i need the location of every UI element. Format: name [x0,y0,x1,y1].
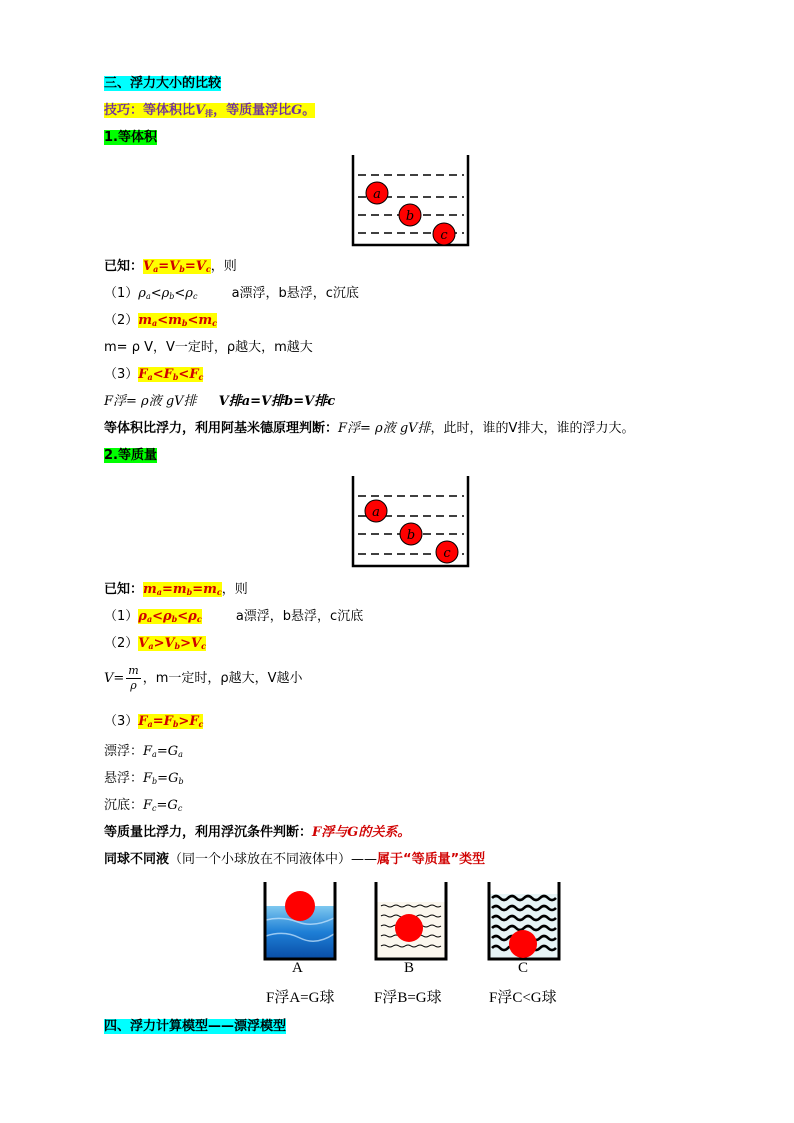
ball-b [400,523,422,545]
svg-text:c: c [440,228,448,243]
ball-c [436,541,458,563]
ball-a [365,500,387,522]
p2-cond3: $(3)F_a=F_b>F_c$ [104,714,204,729]
p2-known: 已知：$m_a=m_b=m_c$，则 [104,582,248,597]
p1-cond3: $(3)F_a<F_b<F_c$ [104,367,204,382]
part1-title: 1.等体积 [104,130,157,145]
beaker-B-label: B [404,960,415,976]
ball-a [366,182,388,204]
svg-text:a: a [372,505,380,520]
p1-cond2: $(2)m_a<m_b<m_c$ [104,313,218,328]
beaker-equal-volume [348,153,474,249]
svg-text:b: b [405,209,415,224]
p1-known: 已知：$V_a=V_b=V_c$，则 [104,259,237,274]
p2-sink: 沉底：$F_c=G_c$ [104,798,183,813]
p2-cond2: $(2)V_a>V_b>V_c$ [104,636,206,651]
p2-summary: 等质量比浮力，利用浮沉条件判断：F浮与G的关系。 [104,825,411,840]
same-ball-line: 同球不同液（同一个小球放在不同液体中）——属于“等质量”类型 [104,852,486,867]
svg-text:a: a [373,187,381,202]
ball-B [395,914,423,942]
beaker-C-caption: F浮C<G球 [489,990,557,1006]
ball-b [399,204,421,226]
beaker-B-caption: F浮B=G球 [374,990,442,1006]
beaker-A-label: A [292,960,303,976]
part2-title: 2.等质量 [104,448,157,463]
beaker-B [373,880,449,962]
section3-title: 三、浮力大小的比较 [104,76,222,91]
svg-text:b: b [406,528,416,543]
p2-cond1: $(1)\rho_a<\rho_b<\rho_c$ a漂浮，b悬浮，c沉底 [104,609,364,624]
p2-float: 漂浮：$F_a=G_a$ [104,744,183,759]
section4-title: 四、浮力计算模型——漂浮模型 [104,1019,287,1034]
beaker-equal-mass [348,474,474,570]
fraction: $\frac{m}{\rho}$ [128,664,139,692]
svg-text:c: c [443,546,451,561]
ball-A [285,891,315,921]
beaker-A-caption: F浮A=G球 [266,990,335,1006]
tip-line: 技巧：等体积比$V_排$，等质量浮比G。 [104,103,316,118]
ball-c [433,223,455,245]
p1-formula-f: F浮= ρ液 gV排 V排a=V排b=V排c [104,394,336,409]
ball-C [509,930,537,958]
p2-formula-v: V= $\frac{m}{\rho}$ ，m一定时，ρ越大，V越小 [104,664,303,692]
p1-cond1: $(1)\rho_a<\rho_b<\rho_c$ a漂浮，b悬浮，c沉底 [104,286,359,301]
beaker-A [262,880,338,962]
p2-suspend: 悬浮：$F_b=G_b$ [104,771,184,786]
beaker-C-label: C [518,960,529,976]
p1-formula-m: m= ρ V，V一定时，ρ越大，m越大 [104,340,313,355]
p1-summary: 等体积比浮力，利用阿基米德原理判断：F浮= ρ液 gV排，此时，谁的V排大，谁的浮力大。 [104,421,635,436]
beaker-C [486,880,562,962]
